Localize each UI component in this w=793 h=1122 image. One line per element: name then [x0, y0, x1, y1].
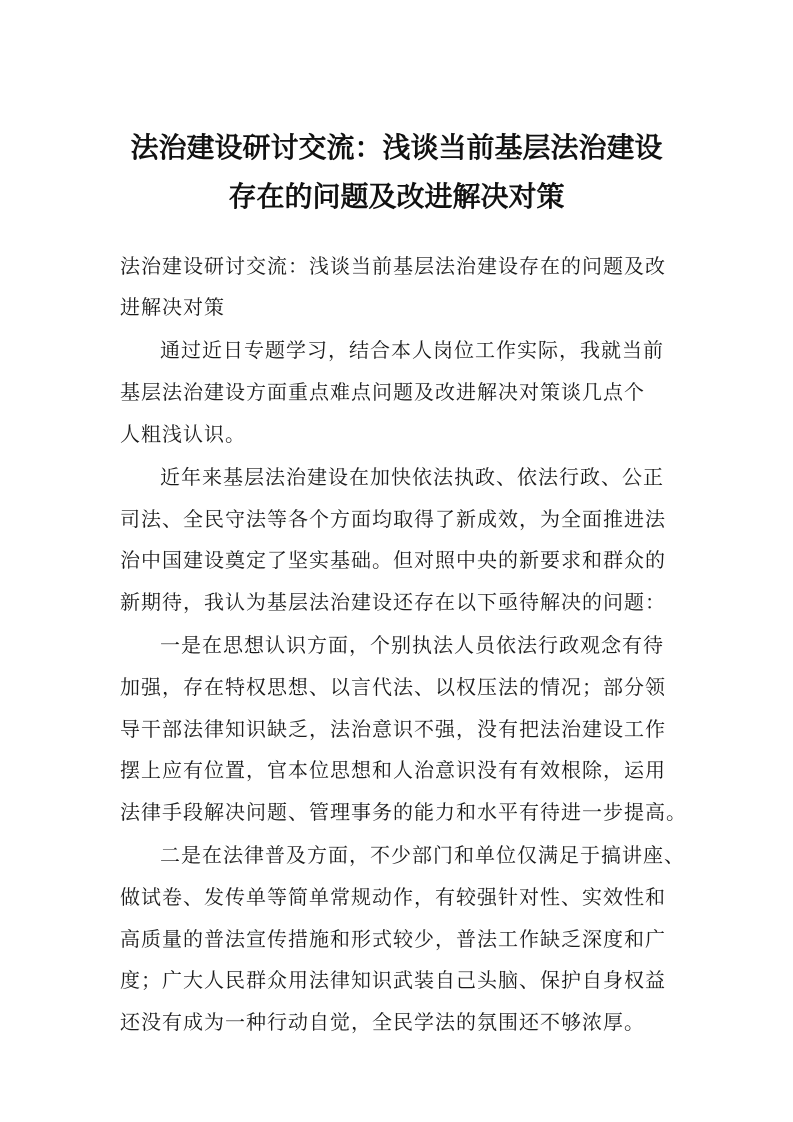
text-line: 新期待，我认为基层法治建设还存在以下亟待解决的问题：	[120, 590, 666, 614]
text-line: 度；广大人民群众用法律知识武装自己头脑、保护自身权益	[120, 968, 666, 992]
text-line: 通过近日专题学习，结合本人岗位工作实际，我就当前	[160, 338, 664, 362]
text-line: 治中国建设奠定了坚实基础。但对照中央的新要求和群众的	[120, 548, 666, 572]
text-line: 基层法治建设方面重点难点问题及改进解决对策谈几点个	[120, 380, 645, 404]
text-line: 加强，存在特权思想、以言代法、以权压法的情况；部分领	[120, 675, 666, 699]
document-title-line-1: 法治建设研讨交流：浅谈当前基层法治建设	[130, 131, 663, 164]
text-line: 法律手段解决问题、管理事务的能力和水平有待进一步提高。	[120, 800, 687, 824]
text-line: 司法、全民守法等各个方面均取得了新成效，为全面推进法	[120, 507, 666, 531]
text-line: 近年来基层法治建设在加快依法执政、依法行政、公正	[160, 465, 664, 489]
text-line: 进解决对策	[120, 295, 225, 319]
text-line: 法治建设研讨交流：浅谈当前基层法治建设存在的问题及改	[120, 254, 666, 278]
text-line: 一是在思想认识方面，个别执法人员依法行政观念有待	[160, 633, 664, 657]
text-line: 做试卷、发传单等简单常规动作，有较强针对性、实效性和	[120, 885, 666, 909]
text-line: 导干部法律知识缺乏，法治意识不强，没有把法治建设工作	[120, 717, 666, 741]
text-line: 还没有成为一种行动自觉，全民学法的氛围还不够浓厚。	[120, 1010, 645, 1034]
text-line: 摆上应有位置，官本位思想和人治意识没有有效根除，运用	[120, 758, 666, 782]
text-line: 高质量的普法宣传措施和形式较少，普法工作缺乏深度和广	[120, 927, 666, 951]
text-line: 二是在法律普及方面，不少部门和单位仅满足于搞讲座、	[160, 843, 685, 867]
document-title-line-2: 存在的问题及改进解决对策	[228, 180, 565, 213]
text-line: 人粗浅认识。	[120, 422, 246, 446]
